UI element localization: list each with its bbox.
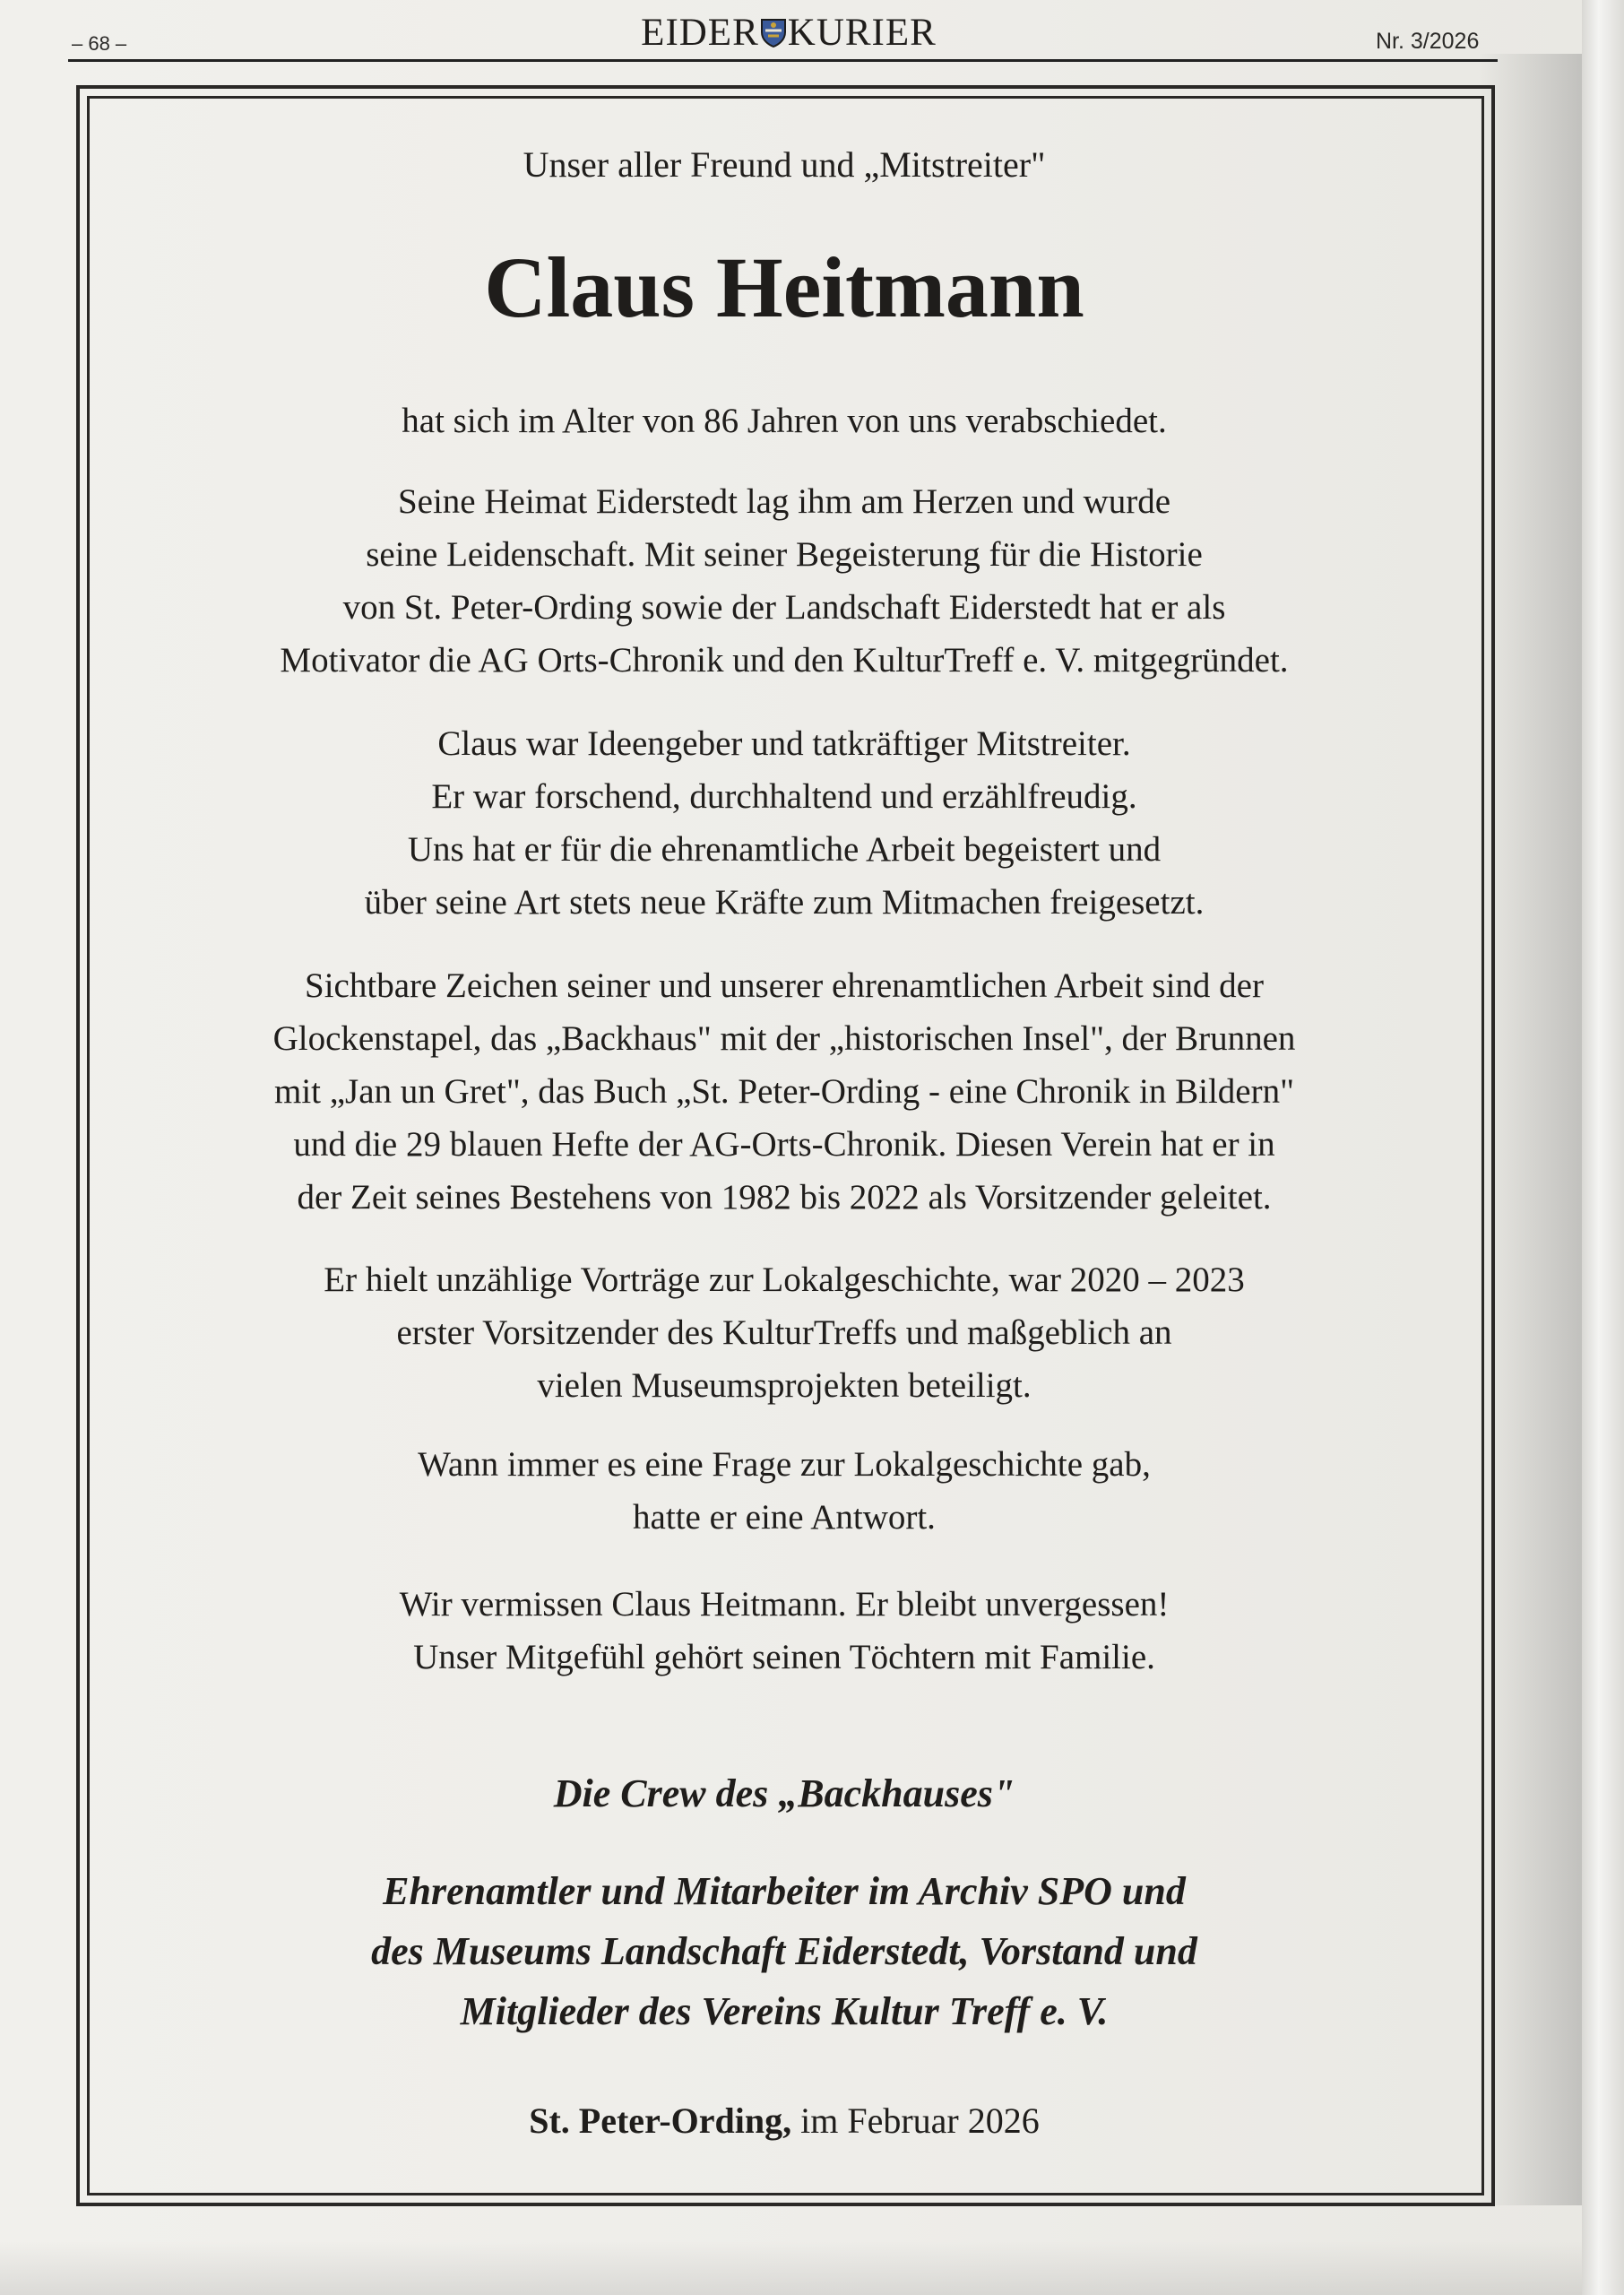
paragraph-heimat [143,475,1425,687]
text-line: hatte er eine Antwort. [633,1498,936,1537]
text-line: seine Leidenschaft. Mit seiner Begeisterung für die Historie [366,535,1203,574]
paragraph-achievements [143,959,1425,1224]
signature-organizations [143,1861,1425,2041]
text-line: des Museums Landschaft Eiderstedt, Vorstand und [371,1929,1197,1973]
text-line: Uns hat er für die ehrenamtliche Arbeit begeistert und [407,830,1162,869]
page-bottom-shadow [0,2241,1582,2295]
page-edge [1582,0,1624,2295]
signature-crew: Die Crew des „Backhauses" [553,1771,1015,1815]
text-line: über seine Art stets neue Kräfte zum Mitmachen freigesetzt. [364,883,1205,922]
header-rule [68,59,1498,62]
text-line: der Zeit seines Bestehens von 1982 bis 2022 als Vorsitzender geleitet. [297,1178,1272,1217]
place-and-date [143,2100,1425,2142]
text-line: Wir vermissen Claus Heitmann. Er bleibt unvergessen! [399,1585,1170,1624]
text-line: und die 29 blauen Hefte der AG-Orts-Chronik. Diesen Verein hat er in [293,1125,1275,1164]
page-number: – 68 – [72,32,127,55]
paragraph-character [143,717,1425,929]
paragraph-answers [143,1438,1425,1544]
paragraph-age [143,394,1425,447]
text-line: Er hielt unzählige Vorträge zur Lokalgeschichte, war 2020 – 2023 [324,1260,1245,1299]
text-line: erster Vorsitzender des KulturTreffs und maßgeblich an [396,1313,1172,1352]
text-line: Motivator die AG Orts-Chronik und den KulturTreff e. V. mitgegründet. [280,641,1289,680]
text-line: hat sich im Alter von 86 Jahren von uns verabschiedet. [402,402,1167,440]
paragraph-farewell [143,1578,1425,1684]
paragraph-lectures [143,1253,1425,1412]
place-name: St. Peter-Ording, [529,2100,792,2141]
text-line: von St. Peter-Ording sowie der Landschaft Eiderstedt hat er als [342,588,1226,627]
text-line: vielen Museumsprojekten beteiligt. [537,1366,1032,1405]
masthead-left: EIDER [641,12,759,54]
masthead [538,11,1040,55]
coat-of-arms-icon [760,14,787,45]
text-line: Glockenstapel, das „Backhaus" mit der „historischen Insel", der Brunnen [272,1019,1296,1058]
deceased-name: Claus Heitmann [484,239,1084,335]
issue-number: Nr. 3/2026 [1376,29,1480,54]
text-line: Wann immer es eine Frage zur Lokalgeschichte gab, [418,1445,1151,1484]
text-line: mit „Jan un Gret", das Buch „St. Peter-Ording - eine Chronik in Bildern" [273,1072,1294,1111]
text-line: Claus war Ideengeber und tatkräftiger Mitstreiter. [437,724,1131,763]
text-line: Er war forschend, durchhaltend und erzählfreudig. [431,777,1137,816]
text-line: Mitglieder des Vereins Kultur Treff e. V. [460,1989,1109,2033]
notice-intro: Unser aller Freund und „Mitstreiter" [523,144,1046,185]
notice-date: im Februar 2026 [791,2100,1040,2141]
text-line: Seine Heimat Eiderstedt lag ihm am Herzen und wurde [397,482,1171,521]
text-line: Unser Mitgefühl gehört seinen Töchtern mit Familie. [413,1638,1155,1676]
masthead-right: KURIER [787,12,937,54]
text-line: Sichtbare Zeichen seiner und unserer ehrenamtlichen Arbeit sind der [305,966,1264,1005]
text-line: Ehrenamtler und Mitarbeiter im Archiv SPO und [383,1869,1186,1913]
